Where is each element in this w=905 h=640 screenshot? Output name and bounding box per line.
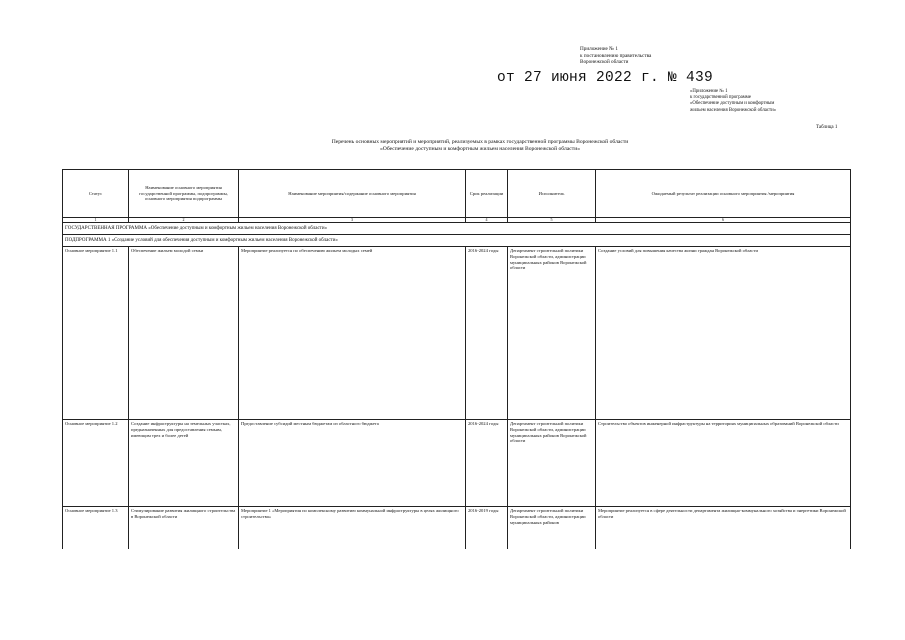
measure-name-cell: Создание инфраструктуры на земельных участках, предназначенных для предоставления семьям, имеющим трех и более детей — [129, 420, 239, 507]
period-cell: 2016-2024 годы — [466, 420, 508, 507]
header-cell: Срок реализации — [466, 170, 508, 218]
appendix-line: к постановлению правительства — [580, 52, 652, 59]
page-title — [200, 139, 760, 154]
measures-table — [62, 169, 851, 549]
column-number: 2 — [129, 218, 239, 223]
table-row — [63, 247, 851, 420]
program-appendix-header — [690, 89, 810, 114]
appendix-line: «Обеспечение доступным и комфортным — [690, 101, 775, 107]
column-number: 1 — [63, 218, 129, 223]
column-number: 5 — [508, 218, 596, 223]
header-cell: Наименование основного мероприятия государственной программы, подпрограммы, основного мероприятия подпрограммы — [129, 170, 239, 218]
appendix-line: жильем населения Воронежской области» — [690, 107, 777, 113]
executor-cell: Департамент строительной политики Воронежской области, администрации муниципальных районов — [508, 507, 596, 550]
status-cell: Основное мероприятие 1.3 — [63, 507, 129, 550]
header-cell: Наименование мероприятия/содержание основного мероприятия — [239, 170, 466, 218]
column-number: 3 — [239, 218, 466, 223]
result-cell: Строительство объектов инженерной инфраструктуры на территориях муниципальных образований Воронежской области — [596, 420, 851, 507]
title-line: Перечень основных мероприятий и мероприятий, реализуемых в рамках государственной программы Воронежской области — [331, 139, 629, 145]
appendix-line: Приложение № 1 — [580, 46, 618, 52]
measure-name-cell: Стимулирование развития жилищного строительства в Воронежской области — [129, 507, 239, 550]
appendix-line: «Приложение № 1 — [690, 89, 728, 94]
header-cell: Статус — [63, 170, 129, 218]
table-header-row — [63, 170, 851, 218]
title-line: «Обеспечение доступным и комфортным жильем населения Воронежской области» — [380, 146, 580, 153]
appendix-line: Воронежской области — [580, 59, 629, 66]
table-row — [63, 420, 851, 507]
column-number: 6 — [596, 218, 851, 223]
column-number: 4 — [466, 218, 508, 223]
appendix-header — [580, 46, 720, 66]
period-cell: 2016-2024 годы — [466, 247, 508, 420]
content-cell: Мероприятие 1 «Мероприятия по комплексному развитию коммунальной инфраструктуры в целях жилищного строительства» — [239, 507, 466, 550]
program-row — [63, 223, 851, 235]
result-cell: Создание условий для повышения качества жизни граждан Воронежской области — [596, 247, 851, 420]
subprogram-row — [63, 235, 851, 247]
result-cell: Мероприятие реализуется в сфере деятельности департамента жилищно-коммунального хозяйства и энергетики Воронежской области — [596, 507, 851, 550]
subprogram-title: ПОДПРОГРАММА 1 «Создание условий для обеспечения доступным и комфортным жильем населения Воронежской области» — [63, 235, 851, 247]
period-cell: 2016-2019 годы — [466, 507, 508, 550]
decree-date: от 27 июня 2022 г. № 439 — [497, 70, 714, 86]
header-cell: Исполнитель — [508, 170, 596, 218]
header-cell: Ожидаемый результат реализации основного мероприятия /мероприятия — [596, 170, 851, 218]
content-cell: Мероприятие реализуется по обеспечению жильем молодых семей — [239, 247, 466, 420]
measure-name-cell: Обеспечение жильем молодой семьи — [129, 247, 239, 420]
appendix-line: к государственной программе — [690, 95, 751, 101]
program-title: ГОСУДАРСТВЕННАЯ ПРОГРАММА «Обеспечение доступным и комфортным жильем населения Воронежской области» — [63, 223, 851, 235]
executor-cell: Департамент строительной политики Воронежской области, администрации муниципальных районов Воронежской области — [508, 420, 596, 507]
executor-cell: Департамент строительной политики Воронежской области, администрации муниципальных районов Воронежской области — [508, 247, 596, 420]
status-cell: Основное мероприятие 1.2 — [63, 420, 129, 507]
status-cell: Основное мероприятие 1.1 — [63, 247, 129, 420]
table-label: Таблица 1 — [816, 125, 838, 130]
content-cell: Предоставление субсидий местным бюджетам из областного бюджета — [239, 420, 466, 507]
table-row — [63, 507, 851, 550]
